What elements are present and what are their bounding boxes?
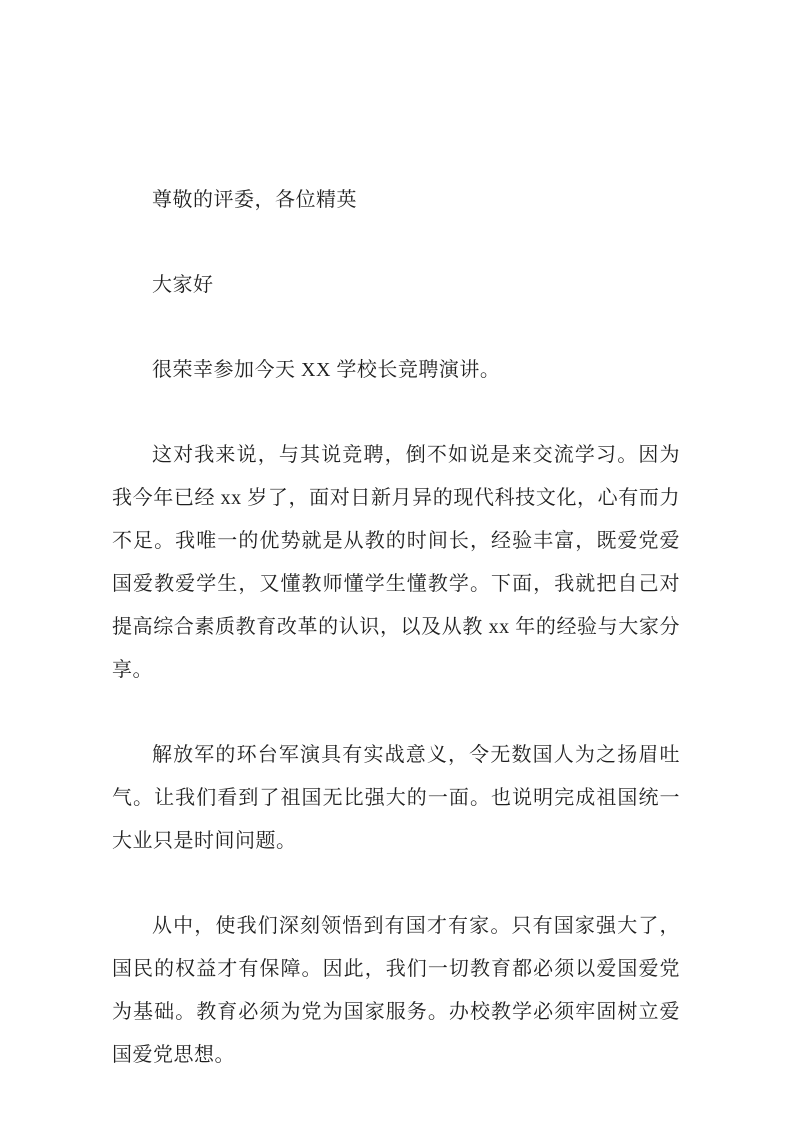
- paragraph-intro: 很荣幸参加今天 XX 学校长竞聘演讲。: [152, 359, 501, 381]
- paragraph-greeting: 大家好: [152, 274, 214, 296]
- paragraph-body-2: 解放军的环台军演具有实战意义，令无数国人为之扬眉吐气。让我们看到了祖国无比强大的一面。也说明完成祖国统一大业只是时间问题。: [112, 744, 680, 852]
- paragraph-body-1: 这对我来说，与其说竞聘，倒不如说是来交流学习。因为我今年已经 xx 岁了，面对日新月异的现代科技文化，心有而力不足。我唯一的优势就是从教的时间长，经验丰富，既爱党爱国爱教爱学生，又懂教师懂学生懂教学。下面，我就把自己对提高综合素质教育改革的认识，以及从教 xx 年的经验与大家分享。: [112, 444, 680, 681]
- paragraph-salutation: 尊敬的评委，各位精英: [152, 189, 357, 211]
- paragraph-body-3: 从中，使我们深刻领悟到有国才有家。只有国家强大了，国民的权益才有保障。因此，我们一切教育都必须以爱国爱党为基础。教育必须为党为国家服务。办校教学必须牢固树立爱国爱党思想。: [112, 915, 680, 1066]
